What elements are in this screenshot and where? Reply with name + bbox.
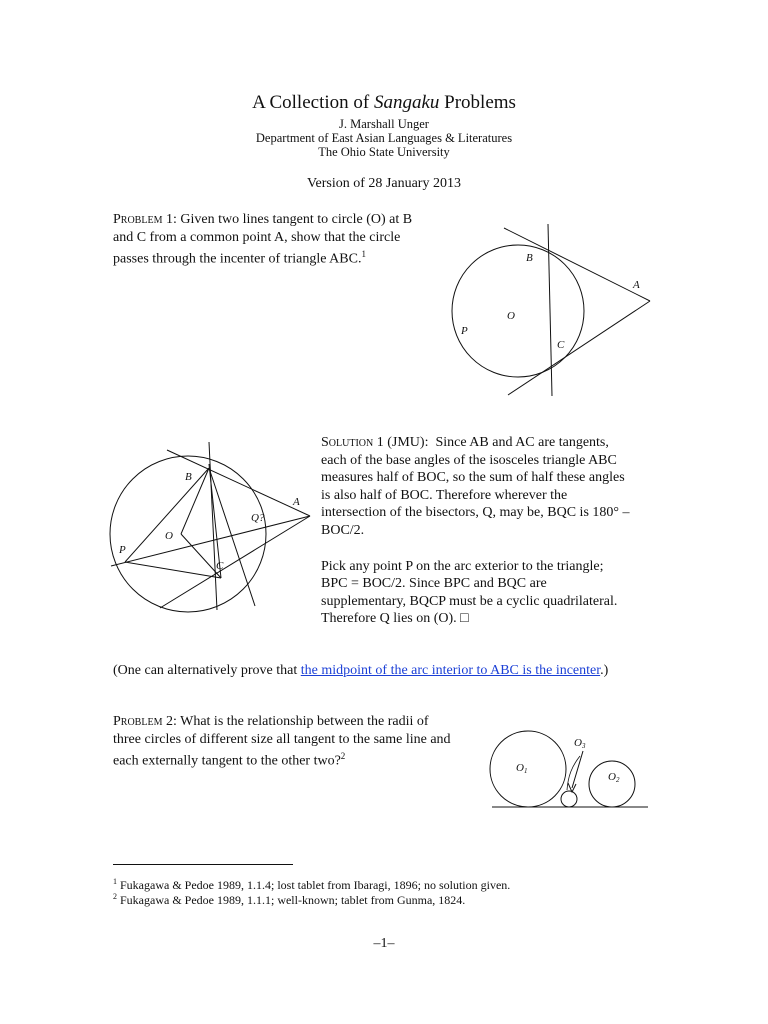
page-number: –1– [373, 936, 395, 951]
footnote-2: $^2$ Fukagawa & Pedoe 1989, 1.1.1; well-known; tablet from Gunma, 1824. [113, 892, 466, 907]
problem1-text: Problem 1: Given two lines tangent to circle (O) at B and C from a common point A, show that the circle passes through the incenter of triangle ABC.$^1$ [113, 212, 413, 267]
tangent-ab [504, 228, 650, 301]
version-line: Version of 28 January 2013 [307, 176, 461, 191]
problem1-label: Problem 1 [113, 212, 173, 227]
label-p-2: P [119, 544, 126, 556]
solution1-text: Solution 1 (JMU): Since AB and AC are tangents, each of the base angles of the isosceles triangle ABC measures half of BOC, so the sum of half these angles is also half of BOC. Therefore wherever the intersection of the bisectors, Q, may be, BQC is 180° – BOC/2. Pick any point P on the arc exterior to the triangle; BPC = BOC/2. Since BPC and BQC are supplementary, BQCP must be a cyclic quadrilateral. Therefore Q lies on (O). □ [321, 435, 630, 627]
author: J. Marshall Unger [339, 117, 429, 131]
circle-o3 [561, 791, 577, 807]
label-c-2: C [216, 560, 224, 572]
footnote-ref-1: 1 [361, 249, 366, 260]
paper-title: A Collection of Sangaku Problems [252, 92, 516, 113]
figure-solution1 [105, 438, 315, 618]
radius-arrow [572, 751, 583, 788]
bisector-from-a [111, 516, 310, 566]
alternative-proof: (One can alternatively prove that the midpoint of the arc interior to ABC is the incenter.) [113, 663, 609, 678]
label-o: O [507, 310, 515, 322]
chord-bc [548, 224, 552, 396]
tangent-ac [508, 301, 650, 395]
incenter-proof-link[interactable]: the midpoint of the arc interior to ABC is the incenter [300, 663, 601, 678]
figure-problem1 [440, 218, 670, 408]
figure-problem2 [488, 716, 653, 821]
label-p: P [461, 325, 468, 337]
label-c: C [557, 339, 565, 351]
label-b-2: B [185, 471, 192, 483]
label-o2: O2 [608, 771, 620, 784]
label-o-2: O [165, 530, 173, 542]
problem2-text: Problem 2: What is the relationship between the radii of three circles of different size all tangent to the same line and each externally tangent to the other two?$^2$ [113, 714, 451, 769]
university: The Ohio State University [318, 145, 450, 159]
footnote-ref-2: 2 [340, 751, 346, 762]
label-o3: O3 [574, 737, 586, 750]
circle-o2 [589, 761, 635, 807]
department: Department of East Asian Languages & Literatures [255, 131, 513, 145]
footnote-rule [113, 864, 293, 865]
circle-o1 [490, 731, 566, 807]
label-q-2: Q? [251, 512, 265, 524]
label-a: A [633, 279, 640, 291]
segment-oc [181, 534, 221, 578]
label-a-2: A [293, 496, 300, 508]
footnote-1: $^1$ Fukagawa & Pedoe 1989, 1.1.4; lost tablet from Ibaragi, 1896; no solution given. [113, 877, 511, 892]
segment-pc [125, 562, 221, 578]
segment-pb [125, 468, 209, 562]
label-o1: O1 [516, 762, 528, 775]
label-b: B [526, 252, 533, 264]
tangent-ab-2 [167, 450, 310, 516]
problem2-label: Problem 2 [113, 714, 173, 729]
solution1-label: Solution 1 [321, 435, 384, 450]
